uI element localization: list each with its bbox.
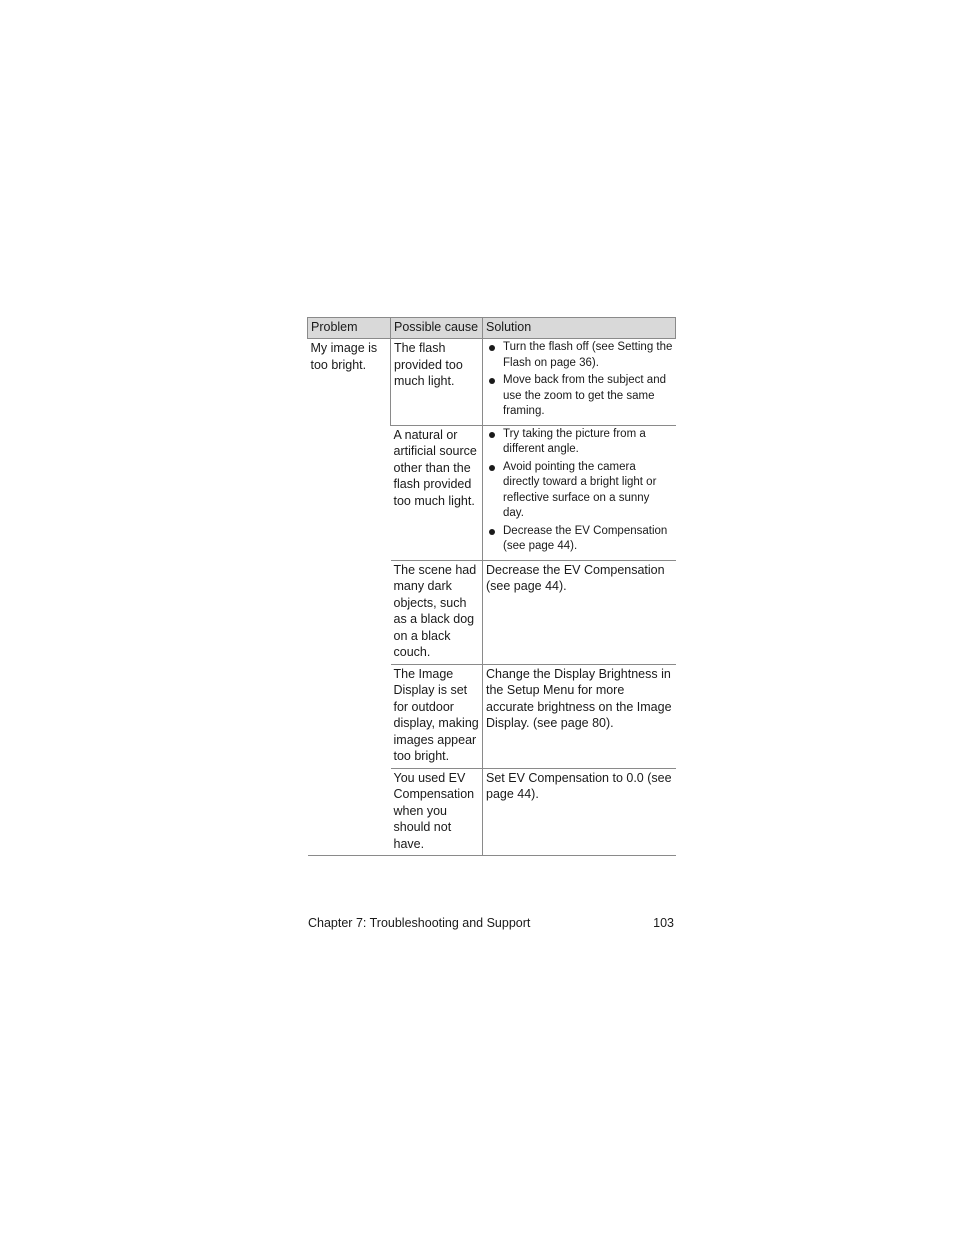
table-row (308, 339, 676, 426)
solution-cell (483, 339, 676, 426)
cause-cell: You used EV Compensation when you should not have. (391, 768, 483, 856)
problem-cell: My image is too bright. (308, 339, 391, 856)
table-header-row (308, 318, 676, 339)
bullet-icon (489, 465, 495, 471)
troubleshooting-table (307, 317, 676, 856)
bullet-item: Avoid pointing the camera directly toward a bright light or reflective surface on a sunny day. (486, 460, 673, 522)
bullet-icon (489, 432, 495, 438)
bullet-icon (489, 529, 495, 535)
bullet-item: Move back from the subject and use the zoom to get the same framing. (486, 373, 673, 420)
bullet-item: Turn the flash off (see Setting the Flash on page 36). (486, 340, 673, 371)
solution-cell: Decrease the EV Compensation (see page 44). (483, 560, 676, 664)
header-possible-cause: Possible cause (391, 318, 483, 339)
cause-cell: The scene had many dark objects, such as a black dog on a black couch. (391, 560, 483, 664)
cause-cell: A natural or artificial source other than the flash provided too much light. (391, 425, 483, 560)
bullet-icon (489, 378, 495, 384)
bullet-icon (489, 345, 495, 351)
bullet-item: Try taking the picture from a different angle. (486, 427, 673, 458)
chapter-footer: Chapter 7: Troubleshooting and Support (308, 916, 531, 930)
page-number: 103 (653, 916, 674, 930)
solution-cell (483, 425, 676, 560)
header-problem: Problem (308, 318, 391, 339)
solution-cell: Set EV Compensation to 0.0 (see page 44). (483, 768, 676, 856)
solution-cell: Change the Display Brightness in the Setup Menu for more accurate brightness on the Image Display. (see page 80). (483, 664, 676, 768)
bullet-item: Decrease the EV Compensation (see page 44). (486, 524, 673, 555)
header-solution: Solution (483, 318, 676, 339)
cause-cell: The Image Display is set for outdoor display, making images appear too bright. (391, 664, 483, 768)
cause-cell: The flash provided too much light. (391, 339, 483, 426)
